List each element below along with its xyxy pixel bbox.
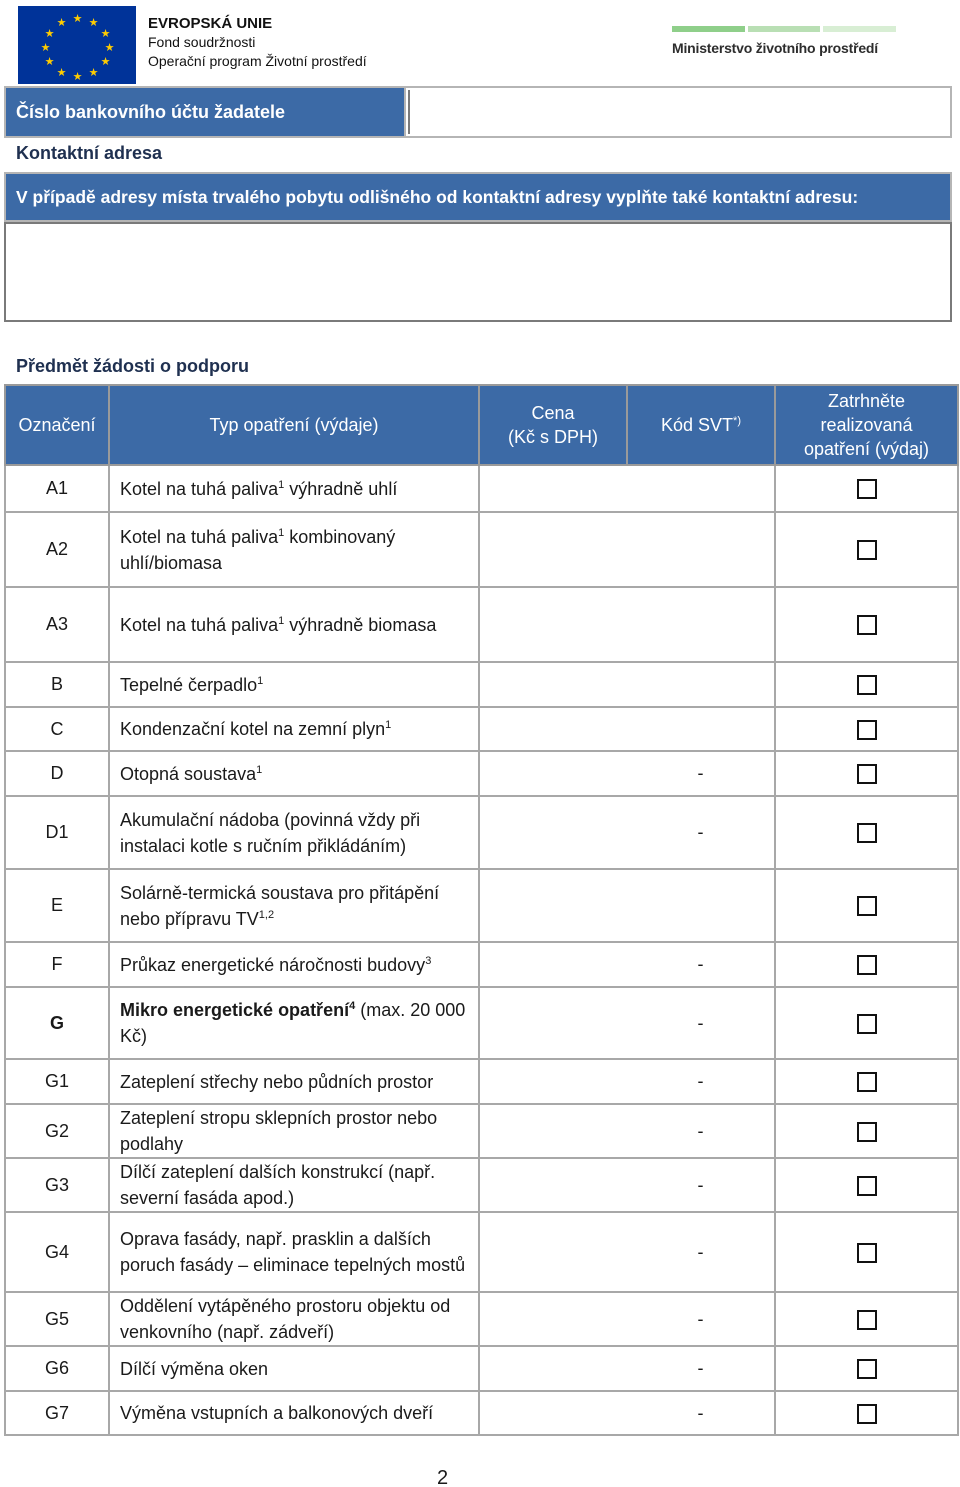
row-svt[interactable]: - bbox=[627, 1158, 775, 1212]
ministry-name: Ministerstvo životního prostředí bbox=[672, 40, 878, 56]
row-check-cell bbox=[775, 942, 958, 987]
table-row bbox=[5, 796, 958, 869]
checkbox[interactable] bbox=[857, 896, 877, 916]
row-price-input[interactable] bbox=[479, 662, 627, 707]
row-check-cell bbox=[775, 465, 958, 512]
contact-address-input[interactable] bbox=[4, 222, 952, 322]
row-price-input[interactable] bbox=[479, 987, 627, 1059]
row-code: D bbox=[5, 751, 109, 796]
row-type: Solárně-termická soustava pro přitápění nebo přípravu TV$^{1,2}$ bbox=[109, 869, 479, 942]
table-row bbox=[5, 1292, 958, 1346]
checkbox[interactable] bbox=[857, 720, 877, 740]
row-type: Kotel na tuhá paliva$^1$ výhradně biomasa bbox=[109, 587, 479, 662]
table-row bbox=[5, 707, 958, 751]
row-svt[interactable] bbox=[627, 587, 775, 662]
row-type: Kotel na tuhá paliva$^1$ kombinovaný uhlí/biomasa bbox=[109, 512, 479, 587]
table-row bbox=[5, 1212, 958, 1292]
row-check-cell bbox=[775, 751, 958, 796]
table-row bbox=[5, 662, 958, 707]
row-type: Výměna vstupních a balkonových dveří bbox=[109, 1391, 479, 1435]
row-price-input[interactable] bbox=[479, 465, 627, 512]
row-code: F bbox=[5, 942, 109, 987]
table-row bbox=[5, 942, 958, 987]
table-row bbox=[5, 587, 958, 662]
row-check-cell bbox=[775, 987, 958, 1059]
header-price: Cena (Kč s DPH) bbox=[479, 385, 627, 465]
row-code: A2 bbox=[5, 512, 109, 587]
checkbox[interactable] bbox=[857, 1014, 877, 1034]
row-code: G6 bbox=[5, 1346, 109, 1391]
row-type: Mikro energetické opatření$^4$ (max. 20 000 Kč) bbox=[109, 987, 479, 1059]
table-row bbox=[5, 1104, 958, 1158]
table-row bbox=[5, 987, 958, 1059]
checkbox[interactable] bbox=[857, 1176, 877, 1196]
row-type: Dílčí výměna oken bbox=[109, 1346, 479, 1391]
row-svt[interactable] bbox=[627, 869, 775, 942]
row-svt[interactable]: - bbox=[627, 1104, 775, 1158]
row-price-input[interactable] bbox=[479, 751, 627, 796]
row-price-input[interactable] bbox=[479, 869, 627, 942]
header-svt: Kód SVT*) bbox=[627, 385, 775, 465]
checkbox[interactable] bbox=[857, 1359, 877, 1379]
row-code: B bbox=[5, 662, 109, 707]
row-check-cell bbox=[775, 587, 958, 662]
table-row bbox=[5, 869, 958, 942]
row-svt[interactable] bbox=[627, 707, 775, 751]
row-code: G7 bbox=[5, 1391, 109, 1435]
row-code: A3 bbox=[5, 587, 109, 662]
bank-account-label: Číslo bankovního účtu žadatele bbox=[6, 88, 406, 136]
row-price-input[interactable] bbox=[479, 796, 627, 869]
row-code: G1 bbox=[5, 1059, 109, 1104]
row-code: D1 bbox=[5, 796, 109, 869]
ministry-logo bbox=[672, 26, 896, 56]
row-svt[interactable] bbox=[627, 512, 775, 587]
row-svt[interactable]: - bbox=[627, 1212, 775, 1292]
eu-program-text bbox=[148, 14, 367, 71]
row-type: Dílčí zateplení dalších konstrukcí (např. severní fasáda apod.) bbox=[109, 1158, 479, 1212]
header-type: Typ opatření (výdaje) bbox=[109, 385, 479, 465]
row-code: A1 bbox=[5, 465, 109, 512]
table-row bbox=[5, 512, 958, 587]
bank-account-row bbox=[4, 86, 952, 138]
row-check-cell bbox=[775, 662, 958, 707]
contact-address-label: Kontaktní adresa bbox=[16, 143, 163, 163]
bank-account-input[interactable] bbox=[408, 90, 948, 134]
address-note: V případě adresy místa trvalého pobytu odlišného od kontaktní adresy vyplňte také kontaktní adresu: bbox=[4, 172, 952, 222]
row-code: E bbox=[5, 869, 109, 942]
eu-flag-logo: ★ ★ ★ ★ ★ ★ ★ ★ ★ ★ ★ ★ bbox=[18, 6, 136, 84]
table-row bbox=[5, 751, 958, 796]
row-svt[interactable]: - bbox=[627, 1059, 775, 1104]
row-type: Oddělení vytápěného prostoru objektu od venkovního (např. zádveří) bbox=[109, 1292, 479, 1346]
row-price-input[interactable] bbox=[479, 1059, 627, 1104]
row-code: G3 bbox=[5, 1158, 109, 1212]
checkbox[interactable] bbox=[857, 1404, 877, 1424]
checkbox[interactable] bbox=[857, 479, 877, 499]
row-check-cell bbox=[775, 707, 958, 751]
row-code: C bbox=[5, 707, 109, 751]
table-row bbox=[5, 465, 958, 512]
table-row bbox=[5, 1059, 958, 1104]
row-type: Tepelné čerpadlo$^1$ bbox=[109, 662, 479, 707]
measures-table bbox=[4, 384, 959, 1436]
row-price-input[interactable] bbox=[479, 1391, 627, 1435]
row-check-cell bbox=[775, 1212, 958, 1292]
fund-name: Fond soudržnosti bbox=[148, 34, 256, 50]
row-svt[interactable]: - bbox=[627, 987, 775, 1059]
subject-label: Předmět žádosti o podporu bbox=[16, 356, 250, 376]
row-check-cell bbox=[775, 1391, 958, 1435]
row-svt[interactable] bbox=[627, 662, 775, 707]
checkbox[interactable] bbox=[857, 955, 877, 975]
row-svt[interactable]: - bbox=[627, 1346, 775, 1391]
row-check-cell bbox=[775, 1292, 958, 1346]
row-check-cell bbox=[775, 1158, 958, 1212]
table-row bbox=[5, 1346, 958, 1391]
row-type: Kotel na tuhá paliva$^1$ výhradně uhlí bbox=[109, 465, 479, 512]
row-svt[interactable]: - bbox=[627, 751, 775, 796]
row-type: Průkaz energetické náročnosti budovy$^3$ bbox=[109, 942, 479, 987]
row-type: Otopná soustava$^1$ bbox=[109, 751, 479, 796]
checkbox[interactable] bbox=[857, 1310, 877, 1330]
row-type: Akumulační nádoba (povinná vždy při instalaci kotle s ručním přikládáním) bbox=[109, 796, 479, 869]
row-price-input[interactable] bbox=[479, 942, 627, 987]
row-type: Zateplení střechy nebo půdních prostor bbox=[109, 1059, 479, 1104]
row-type: Oprava fasády, např. prasklin a dalších poruch fasády – eliminace tepelných mostů bbox=[109, 1212, 479, 1292]
row-svt[interactable]: - bbox=[627, 1292, 775, 1346]
row-price-input[interactable] bbox=[479, 512, 627, 587]
checkbox[interactable] bbox=[857, 1072, 877, 1092]
table-row bbox=[5, 1158, 958, 1212]
header-check: Zatrhněte realizovaná opatření (výdaj) bbox=[775, 385, 958, 465]
row-code: G4 bbox=[5, 1212, 109, 1292]
row-svt[interactable]: - bbox=[627, 942, 775, 987]
row-price-input[interactable] bbox=[479, 587, 627, 662]
row-svt[interactable]: - bbox=[627, 796, 775, 869]
row-code: G5 bbox=[5, 1292, 109, 1346]
row-price-input[interactable] bbox=[479, 1158, 627, 1212]
row-price-input[interactable] bbox=[479, 1212, 627, 1292]
checkbox[interactable] bbox=[857, 764, 877, 784]
row-check-cell bbox=[775, 796, 958, 869]
row-price-input[interactable] bbox=[479, 1292, 627, 1346]
checkbox[interactable] bbox=[857, 1122, 877, 1142]
row-svt[interactable] bbox=[627, 465, 775, 512]
row-svt[interactable]: - bbox=[627, 1391, 775, 1435]
row-type: Kondenzační kotel na zemní plyn$^1$ bbox=[109, 707, 479, 751]
row-check-cell bbox=[775, 869, 958, 942]
table-row bbox=[5, 1391, 958, 1435]
eu-name: EVROPSKÁ UNIE bbox=[148, 15, 273, 32]
row-code: G2 bbox=[5, 1104, 109, 1158]
row-check-cell bbox=[775, 512, 958, 587]
checkbox[interactable] bbox=[857, 823, 877, 843]
row-code: G bbox=[5, 987, 109, 1059]
program-name: Operační program Životní prostředí bbox=[148, 53, 367, 69]
row-type: Zateplení stropu sklepních prostor nebo podlahy bbox=[109, 1104, 479, 1158]
checkbox[interactable] bbox=[857, 675, 877, 695]
row-price-input[interactable] bbox=[479, 1104, 627, 1158]
checkbox[interactable] bbox=[857, 615, 877, 635]
checkbox[interactable] bbox=[857, 540, 877, 560]
row-check-cell bbox=[775, 1059, 958, 1104]
page-number: 2 bbox=[437, 1467, 449, 1487]
row-check-cell bbox=[775, 1346, 958, 1391]
row-price-input[interactable] bbox=[479, 707, 627, 751]
row-check-cell bbox=[775, 1104, 958, 1158]
header-code: Označení bbox=[5, 385, 109, 465]
row-price-input[interactable] bbox=[479, 1346, 627, 1391]
checkbox[interactable] bbox=[857, 1243, 877, 1263]
